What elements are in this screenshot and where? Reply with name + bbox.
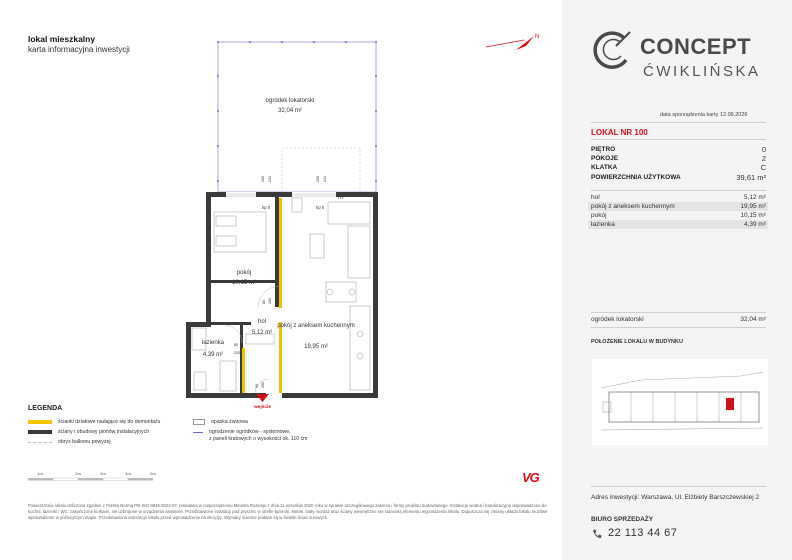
fence-swatch-icon [193, 432, 203, 433]
dim-label: 80 [262, 300, 266, 304]
gravel-swatch-icon [193, 419, 205, 425]
room-list-value: 10,15 m² [740, 212, 766, 219]
room-list-label: łazienka [591, 221, 615, 228]
dim-label: 200 [268, 298, 272, 304]
fact-label: PIĘTRO [591, 146, 616, 153]
door-code: hp 0 [262, 205, 271, 210]
partition-swatch-icon [28, 420, 52, 424]
room-list-value: 4,39 m² [743, 221, 766, 228]
room-name: hol [257, 319, 267, 325]
info-panel [562, 0, 792, 560]
legend-item: ściany i obudowy pionów instalacyjnych [28, 429, 149, 435]
scale-label: 3m [100, 471, 106, 476]
scale-label: 5m [150, 471, 156, 476]
building-site-plan [591, 358, 769, 446]
scale-bar [28, 470, 178, 484]
entrance-label: wejście [253, 405, 272, 410]
legend-item: obrys balkonu powyżej [28, 439, 110, 445]
room-name: łazienka [201, 340, 225, 346]
fact-label: POWIERZCHNIA UŻYTKOWA [591, 174, 681, 181]
fact-label: POKOJE [591, 155, 619, 162]
legend-title: LEGENDA [28, 405, 63, 412]
legend-item: ogrodzenie ogródków - systemowe, z paneli kratowych o wysokości ok. 110 cm [193, 429, 308, 443]
phone-icon [591, 528, 603, 540]
fact-value: 0 [761, 145, 766, 154]
room-list-label: pokój [591, 212, 607, 219]
fact-label: KLATKA [591, 164, 618, 171]
legend-item: ścianki działowe nadające się do demontażu [28, 419, 160, 425]
card-date: data sporządzenia karty 12.06.2026 [660, 112, 748, 118]
sales-phone[interactable]: 22 113 44 67 [608, 527, 678, 539]
fact-value: 2 [761, 154, 766, 163]
floor-plan [180, 36, 395, 411]
location-title: POŁOŻENIE LOKALU W BUDYNKU [591, 339, 683, 345]
room-list-label: hol [591, 194, 600, 201]
sales-office-title: BIURO SPRZEDAŻY [591, 516, 654, 523]
document-subtitle: karta informacyjna inwestycji [28, 45, 130, 54]
footnote: Powierzchnia lokalu obliczona zgodnie z Polską Normą PN-ISO 9836:2022-07, powołaną w rozporządzeniu Ministra Rozwoju z dnia 11 września 2020 roku w sprawie szczegółowego zakresu i formy projektu budowlanego. Instalacje wodna i kanalizacyjna doprowadzono do kuchni, łazienki i WC, zakończone korkami, nie uzbrojone w urządzenia sanitarne. Przedstawione instalacji pod prysznic w strefie łazienki. Meble, biały montaż oraz ściany wewnętrzne nie stanowią elementu wyposażenia lokalu. Dopuszcza się zmiany układu lokalu możliwe wprowadzone w późniejszym etapie. Przedstawiona aranżacja lokalu przed wprowadzenie na decyzję. Wymiary ścienne podane są w świetle ścian surowych. [28, 503, 548, 520]
room-name: pokój z aneksem kuchennym [277, 323, 355, 329]
dim-label: 200 [261, 382, 265, 388]
room-list-value: 19,95 m² [740, 203, 766, 210]
room-area: 19,95 m² [304, 344, 328, 350]
dim-label: 200 [234, 351, 240, 355]
door-code: hp 0 [316, 205, 325, 210]
wall-swatch-icon [28, 430, 52, 434]
compass-label: N [535, 34, 540, 40]
document-title: lokal mieszkalny [28, 34, 96, 44]
room-name: pokój [236, 270, 252, 276]
concept-logo-icon [590, 28, 634, 72]
investment-address: Adres inwestycji: Warszawa, Ul. Elżbiety Barszczewskiej 2 [591, 494, 760, 501]
legend-item: opaska żwirowa [193, 419, 248, 425]
fact-value: 39,61 m² [736, 173, 766, 182]
fix-label: FIX [338, 196, 344, 200]
garden-area: 32,04 m² [278, 108, 302, 114]
scale-label: 2m [75, 471, 81, 476]
dim-label: 100 [261, 176, 265, 182]
garden-row: ogródek lokatorski 32,04 m² [591, 316, 766, 323]
room-list-label: pokój z aneksem kuchennym [591, 203, 675, 210]
scale-label: 1m [37, 471, 43, 476]
dim-label: 90 [255, 384, 259, 388]
dim-label: 241 [268, 176, 272, 182]
dim-label: 80 [234, 343, 238, 347]
room-list-value: 5,12 m² [743, 194, 766, 201]
fact-value: C [760, 163, 766, 172]
room-area: 10,15 m² [232, 280, 256, 286]
balcony-outline-icon [28, 442, 52, 443]
lokal-number: LOKAL NR 100 [591, 128, 648, 137]
garden-label: ogródek lokatorski [265, 98, 315, 104]
garden-fence [218, 42, 376, 192]
brand-subname: ĆWIKLIŃSKA [643, 63, 761, 80]
brand-name: CONCEPT [640, 34, 752, 59]
room-area: 5,12 m² [251, 330, 273, 336]
dim-label: 200 [316, 176, 320, 182]
dim-label: 241 [323, 176, 327, 182]
scale-label: 4m [125, 471, 131, 476]
north-arrow-icon [484, 30, 544, 52]
room-area: 4,39 m² [202, 352, 224, 358]
vg-logo: VG [522, 470, 539, 485]
